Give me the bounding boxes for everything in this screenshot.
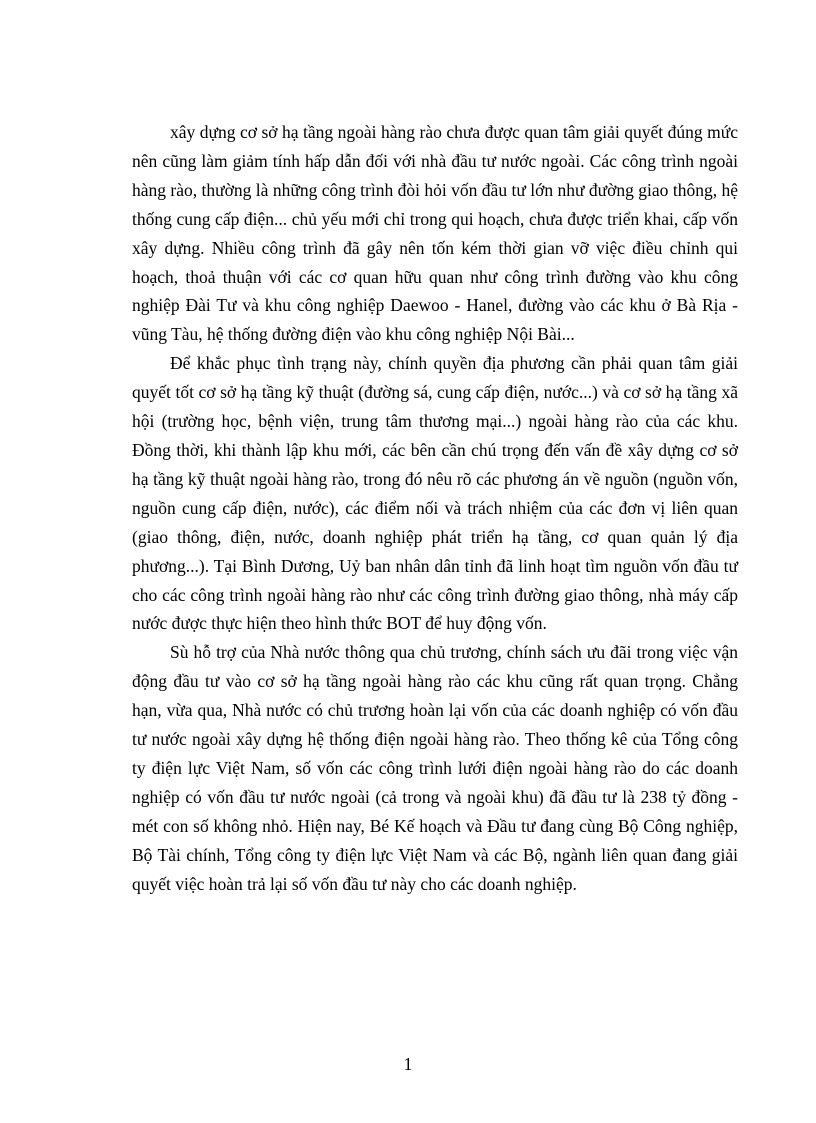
paragraph-3: Sù hỗ trợ của Nhà nước thông qua chủ trương, chính sách ưu đãi trong việc vận động đầu tư vào cơ sở hạ tầng ngoài hàng rào các khu cũng rất quan trọng. Chẳng hạn, vừa qua, Nhà nước có chủ trương hoàn lại vốn của các doanh nghiệp có vốn đầu tư nước ngoài xây dựng hệ thống điện ngoài hàng rào. Theo thống kê của Tổng công ty điện lực Việt Nam, số vốn các công trình lưới điện ngoài hàng rào do các doanh nghiệp có vốn đầu tư nước ngoài (cả trong và ngoài khu) đã đầu tư là 238 tỷ đồng - mét con số không nhỏ. Hiện nay, Bé Kế hoạch và Đầu tư đang cùng Bộ Công nghiệp, Bộ Tài chính, Tổng công ty điện lực Việt Nam và các Bộ, ngành liên quan đang giải quyết việc hoàn trả lại số vốn đầu tư này cho các doanh nghiệp. — [132, 642, 738, 894]
paragraph-1: xây dựng cơ sở hạ tầng ngoài hàng rào chưa được quan tâm giải quyết đúng mức nên cũng làm giảm tính hấp dẫn đối với nhà đầu tư nước ngoài. Các công trình ngoài hàng rào, thường là những công trình đòi hỏi vốn đầu tư lớn như đường giao thông, hệ thống cung cấp điện... chủ yếu mới chỉ trong qui hoạch, chưa được triển khai, cấp vốn xây dựng. Nhiều công trình đã gây nên tốn kém thời gian vỡ việc điều chỉnh qui hoạch, thoả thuận với các cơ quan hữu quan như công trình đường vào khu công nghiệp Đài Tư và khu công nghiệp Daewoo - Hanel, đường vào các khu ở Bà Rịa - vũng Tàu, hệ thống đường điện vào khu công nghiệp Nội Bài... — [132, 122, 738, 345]
body-text — [132, 118, 738, 898]
paragraph-2: Để khắc phục tình trạng này, chính quyền địa phương cần phải quan tâm giải quyết tốt cơ sở hạ tầng kỹ thuật (đường sá, cung cấp điện, nước...) và cơ sở hạ tầng xã hội (trường học, bệnh viện, trung tâm thương mại...) ngoài hàng rào của các khu. Đồng thời, khi thành lập khu mới, các bên cần chú trọng đến vấn đề xây dựng cơ sở hạ tầng kỹ thuật ngoài hàng rào, trong đó nêu rõ các phương án về nguồn (nguồn vốn, nguồn cung cấp điện, nước), các điểm nối và trách nhiệm của các đơn vị liên quan (giao thông, điện, nước, doanh nghiệp phát triển hạ tầng, cơ quan quản lý địa phương...). Tại Bình Dương, Uỷ ban nhân dân tỉnh đã linh hoạt tìm nguồn vốn đầu tư cho các công trình ngoài hàng rào như các công trình đường giao thông, nhà máy cấp nước được thực hiện theo hình thức BOT để huy động vốn. — [132, 353, 738, 634]
page-number: 1 — [403, 1054, 413, 1074]
